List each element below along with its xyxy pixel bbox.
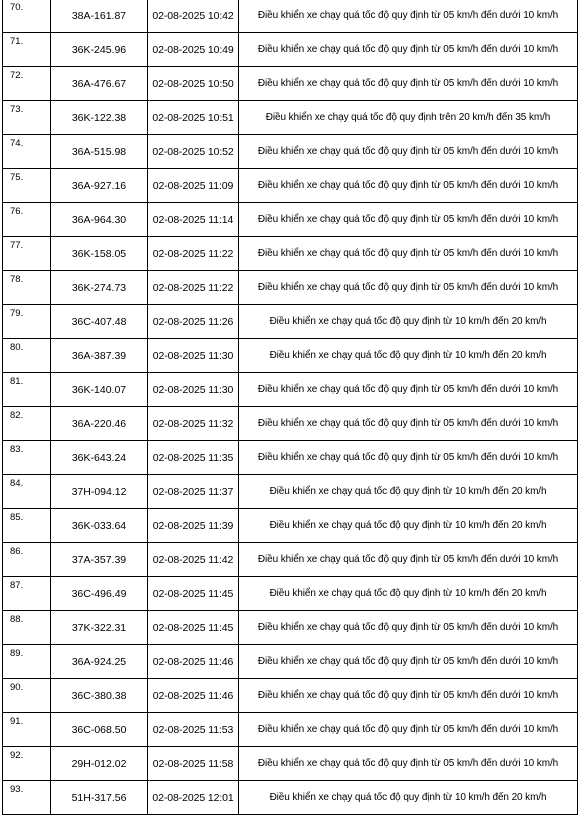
violation-description-cell: Điều khiển xe chạy quá tốc độ quy định từ 05 km/h đến dưới 10 km/h [239, 169, 578, 203]
row-number: 74. [3, 135, 51, 169]
violation-time-cell: 02-08-2025 11:30 [148, 339, 239, 373]
license-plate-cell: 36C-380.38 [51, 679, 148, 713]
license-plate-cell: 36A-515.98 [51, 135, 148, 169]
violation-time-cell: 02-08-2025 11:26 [148, 305, 239, 339]
license-plate-cell: 36K-033.64 [51, 509, 148, 543]
violation-description-cell: Điều khiển xe chạy quá tốc độ quy định từ 10 km/h đến 20 km/h [239, 475, 578, 509]
violation-description-cell: Điều khiển xe chạy quá tốc độ quy định từ 10 km/h đến 20 km/h [239, 577, 578, 611]
table-row [3, 645, 578, 679]
license-plate-cell: 36K-140.07 [51, 373, 148, 407]
violation-time-cell: 02-08-2025 11:42 [148, 543, 239, 577]
table-row [3, 475, 578, 509]
license-plate-cell: 38A-161.87 [51, 0, 148, 33]
violation-time-cell: 02-08-2025 11:46 [148, 679, 239, 713]
table-row [3, 441, 578, 475]
row-number: 84. [3, 475, 51, 509]
table-row [3, 339, 578, 373]
license-plate-cell: 36A-387.39 [51, 339, 148, 373]
violation-description-cell: Điều khiển xe chạy quá tốc độ quy định từ 05 km/h đến dưới 10 km/h [239, 0, 578, 33]
row-number: 81. [3, 373, 51, 407]
table-row [3, 543, 578, 577]
violation-description-cell: Điều khiển xe chạy quá tốc độ quy định từ 05 km/h đến dưới 10 km/h [239, 67, 578, 101]
license-plate-cell: 36K-245.96 [51, 33, 148, 67]
violation-time-cell: 02-08-2025 11:58 [148, 747, 239, 781]
table-row [3, 679, 578, 713]
violation-description-cell: Điều khiển xe chạy quá tốc độ quy định từ 05 km/h đến dưới 10 km/h [239, 271, 578, 305]
license-plate-cell: 37A-357.39 [51, 543, 148, 577]
violation-time-cell: 02-08-2025 11:45 [148, 611, 239, 645]
violation-description-cell: Điều khiển xe chạy quá tốc độ quy định từ 10 km/h đến 20 km/h [239, 339, 578, 373]
table-row [3, 407, 578, 441]
row-number: 83. [3, 441, 51, 475]
row-number: 76. [3, 203, 51, 237]
license-plate-cell: 36C-407.48 [51, 305, 148, 339]
violations-table [2, 0, 578, 815]
violation-description-cell: Điều khiển xe chạy quá tốc độ quy định từ 05 km/h đến dưới 10 km/h [239, 611, 578, 645]
violation-description-cell: Điều khiển xe chạy quá tốc độ quy định từ 05 km/h đến dưới 10 km/h [239, 747, 578, 781]
row-number: 86. [3, 543, 51, 577]
violation-description-cell: Điều khiển xe chạy quá tốc độ quy định từ 10 km/h đến 20 km/h [239, 509, 578, 543]
table-row [3, 305, 578, 339]
license-plate-cell: 29H-012.02 [51, 747, 148, 781]
table-row [3, 373, 578, 407]
row-number: 90. [3, 679, 51, 713]
violation-time-cell: 02-08-2025 11:37 [148, 475, 239, 509]
violation-time-cell: 02-08-2025 11:39 [148, 509, 239, 543]
violation-time-cell: 02-08-2025 10:42 [148, 0, 239, 33]
license-plate-cell: 36K-274.73 [51, 271, 148, 305]
violation-description-cell: Điều khiển xe chạy quá tốc độ quy định trên 20 km/h đến 35 km/h [239, 101, 578, 135]
violation-description-cell: Điều khiển xe chạy quá tốc độ quy định từ 05 km/h đến dưới 10 km/h [239, 203, 578, 237]
license-plate-cell: 37H-094.12 [51, 475, 148, 509]
table-body [3, 0, 578, 815]
license-plate-cell: 36A-220.46 [51, 407, 148, 441]
row-number: 79. [3, 305, 51, 339]
table-row [3, 101, 578, 135]
license-plate-cell: 51H-317.56 [51, 781, 148, 815]
row-number: 72. [3, 67, 51, 101]
license-plate-cell: 36A-476.67 [51, 67, 148, 101]
table-row [3, 135, 578, 169]
row-number: 80. [3, 339, 51, 373]
violation-description-cell: Điều khiển xe chạy quá tốc độ quy định từ 10 km/h đến 20 km/h [239, 305, 578, 339]
license-plate-cell: 36A-927.16 [51, 169, 148, 203]
license-plate-cell: 36C-068.50 [51, 713, 148, 747]
row-number: 77. [3, 237, 51, 271]
violation-time-cell: 02-08-2025 10:51 [148, 101, 239, 135]
row-number: 92. [3, 747, 51, 781]
row-number: 91. [3, 713, 51, 747]
table-row [3, 747, 578, 781]
table-row [3, 713, 578, 747]
row-number: 73. [3, 101, 51, 135]
table-row [3, 33, 578, 67]
row-number: 89. [3, 645, 51, 679]
violation-description-cell: Điều khiển xe chạy quá tốc độ quy định từ 05 km/h đến dưới 10 km/h [239, 135, 578, 169]
violation-time-cell: 02-08-2025 12:01 [148, 781, 239, 815]
row-number: 82. [3, 407, 51, 441]
violation-description-cell: Điều khiển xe chạy quá tốc độ quy định từ 05 km/h đến dưới 10 km/h [239, 237, 578, 271]
table-row [3, 237, 578, 271]
table-row [3, 577, 578, 611]
violation-description-cell: Điều khiển xe chạy quá tốc độ quy định từ 05 km/h đến dưới 10 km/h [239, 33, 578, 67]
violation-description-cell: Điều khiển xe chạy quá tốc độ quy định từ 05 km/h đến dưới 10 km/h [239, 543, 578, 577]
license-plate-cell: 36C-496.49 [51, 577, 148, 611]
violation-description-cell: Điều khiển xe chạy quá tốc độ quy định từ 05 km/h đến dưới 10 km/h [239, 645, 578, 679]
violation-description-cell: Điều khiển xe chạy quá tốc độ quy định từ 05 km/h đến dưới 10 km/h [239, 441, 578, 475]
license-plate-cell: 36K-122.38 [51, 101, 148, 135]
table-row [3, 271, 578, 305]
row-number: 75. [3, 169, 51, 203]
row-number: 70. [3, 0, 51, 33]
row-number: 87. [3, 577, 51, 611]
violation-time-cell: 02-08-2025 11:30 [148, 373, 239, 407]
table-row [3, 169, 578, 203]
violation-time-cell: 02-08-2025 11:53 [148, 713, 239, 747]
row-number: 71. [3, 33, 51, 67]
table-row [3, 509, 578, 543]
violation-time-cell: 02-08-2025 11:22 [148, 271, 239, 305]
license-plate-cell: 36A-964.30 [51, 203, 148, 237]
violation-time-cell: 02-08-2025 11:45 [148, 577, 239, 611]
violation-description-cell: Điều khiển xe chạy quá tốc độ quy định từ 10 km/h đến 20 km/h [239, 781, 578, 815]
violation-time-cell: 02-08-2025 10:52 [148, 135, 239, 169]
violation-time-cell: 02-08-2025 11:09 [148, 169, 239, 203]
violation-description-cell: Điều khiển xe chạy quá tốc độ quy định từ 05 km/h đến dưới 10 km/h [239, 713, 578, 747]
table-row [3, 611, 578, 645]
license-plate-cell: 37K-322.31 [51, 611, 148, 645]
violation-time-cell: 02-08-2025 11:32 [148, 407, 239, 441]
violation-time-cell: 02-08-2025 10:49 [148, 33, 239, 67]
license-plate-cell: 36K-643.24 [51, 441, 148, 475]
row-number: 85. [3, 509, 51, 543]
violation-description-cell: Điều khiển xe chạy quá tốc độ quy định từ 05 km/h đến dưới 10 km/h [239, 373, 578, 407]
row-number: 88. [3, 611, 51, 645]
table-row [3, 67, 578, 101]
license-plate-cell: 36K-158.05 [51, 237, 148, 271]
table-row [3, 0, 578, 33]
violation-description-cell: Điều khiển xe chạy quá tốc độ quy định từ 05 km/h đến dưới 10 km/h [239, 679, 578, 713]
violation-description-cell: Điều khiển xe chạy quá tốc độ quy định từ 05 km/h đến dưới 10 km/h [239, 407, 578, 441]
violation-time-cell: 02-08-2025 11:14 [148, 203, 239, 237]
table-row [3, 781, 578, 815]
row-number: 78. [3, 271, 51, 305]
table-row [3, 203, 578, 237]
license-plate-cell: 36A-924.25 [51, 645, 148, 679]
violation-time-cell: 02-08-2025 10:50 [148, 67, 239, 101]
violation-time-cell: 02-08-2025 11:22 [148, 237, 239, 271]
violation-time-cell: 02-08-2025 11:35 [148, 441, 239, 475]
violation-time-cell: 02-08-2025 11:46 [148, 645, 239, 679]
row-number: 93. [3, 781, 51, 815]
